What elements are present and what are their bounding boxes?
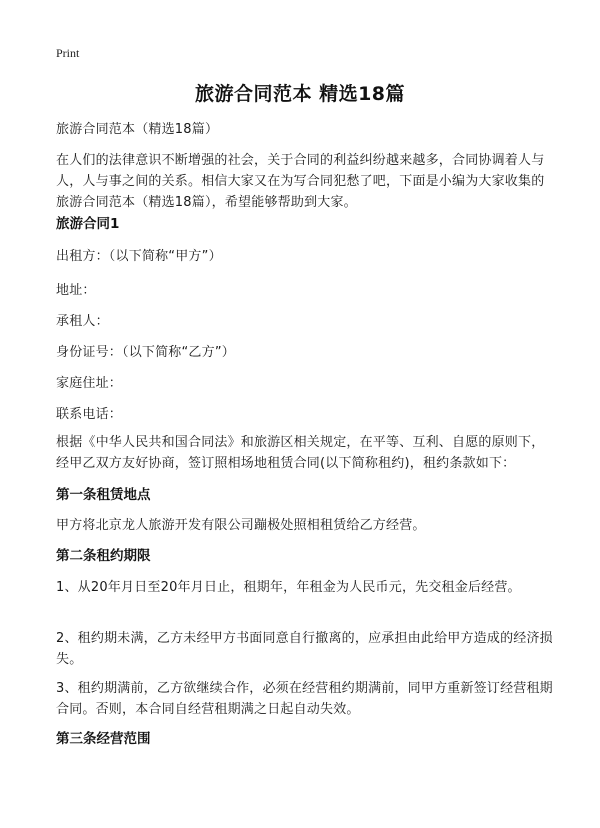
phone-line: 联系电话：: [56, 407, 123, 422]
article-2-heading: 第二条租约期限: [56, 548, 151, 564]
home-address-line: 家庭住址：: [56, 376, 123, 391]
document-subtitle: 旅游合同范本（精选18篇）: [56, 122, 219, 137]
id-number-line: 身份证号：（以下简称“乙方”）: [56, 345, 235, 360]
article-2-item-1: 1、从20年月日至20年月日止，租期年，年租金为人民币元，先交租金后经营。: [56, 580, 521, 595]
article-2-item-3: 3、租约期满前，乙方欲继续合作，必须在经营租约期满前，同甲方重新签订经营租期合同。否则，本合同自经营租期满之日起自动失效。: [56, 681, 553, 717]
lessor-line: 出租方：（以下简称“甲方”）: [56, 249, 222, 264]
article-3-heading: 第三条经营范围: [56, 731, 151, 747]
print-link[interactable]: Print: [56, 46, 80, 60]
intro-paragraph: 在人们的法律意识不断增强的社会，关于合同的利益纠纷越来越多，合同协调着人与人，人与事之间的关系。相信大家又在为写合同犯愁了吧，下面是小编为大家收集的旅游合同范本（精选18篇），希望能够帮助到大家。: [56, 153, 545, 210]
page-title: 旅游合同范本 精选18篇: [194, 83, 406, 105]
article-2-item-2: 2、租约期未满，乙方未经甲方书面同意自行撤离的，应承担由此给甲方造成的经济损失。: [56, 631, 553, 667]
basis-paragraph: 根据《中华人民共和国合同法》和旅游区相关规定，在平等、互利、自愿的原则下，经甲乙双方友好协商，签订照相场地租赁合同(以下简称租约)，租约条款如下：: [56, 435, 545, 471]
address-line: 地址：: [56, 283, 96, 298]
article-1-text: 甲方将北京龙人旅游开发有限公司蹦极处照相租赁给乙方经营。: [56, 518, 426, 533]
section-heading-contract-1: 旅游合同1: [56, 216, 120, 232]
article-1-heading: 第一条租赁地点: [56, 487, 151, 503]
lessee-line: 承租人：: [56, 314, 109, 329]
